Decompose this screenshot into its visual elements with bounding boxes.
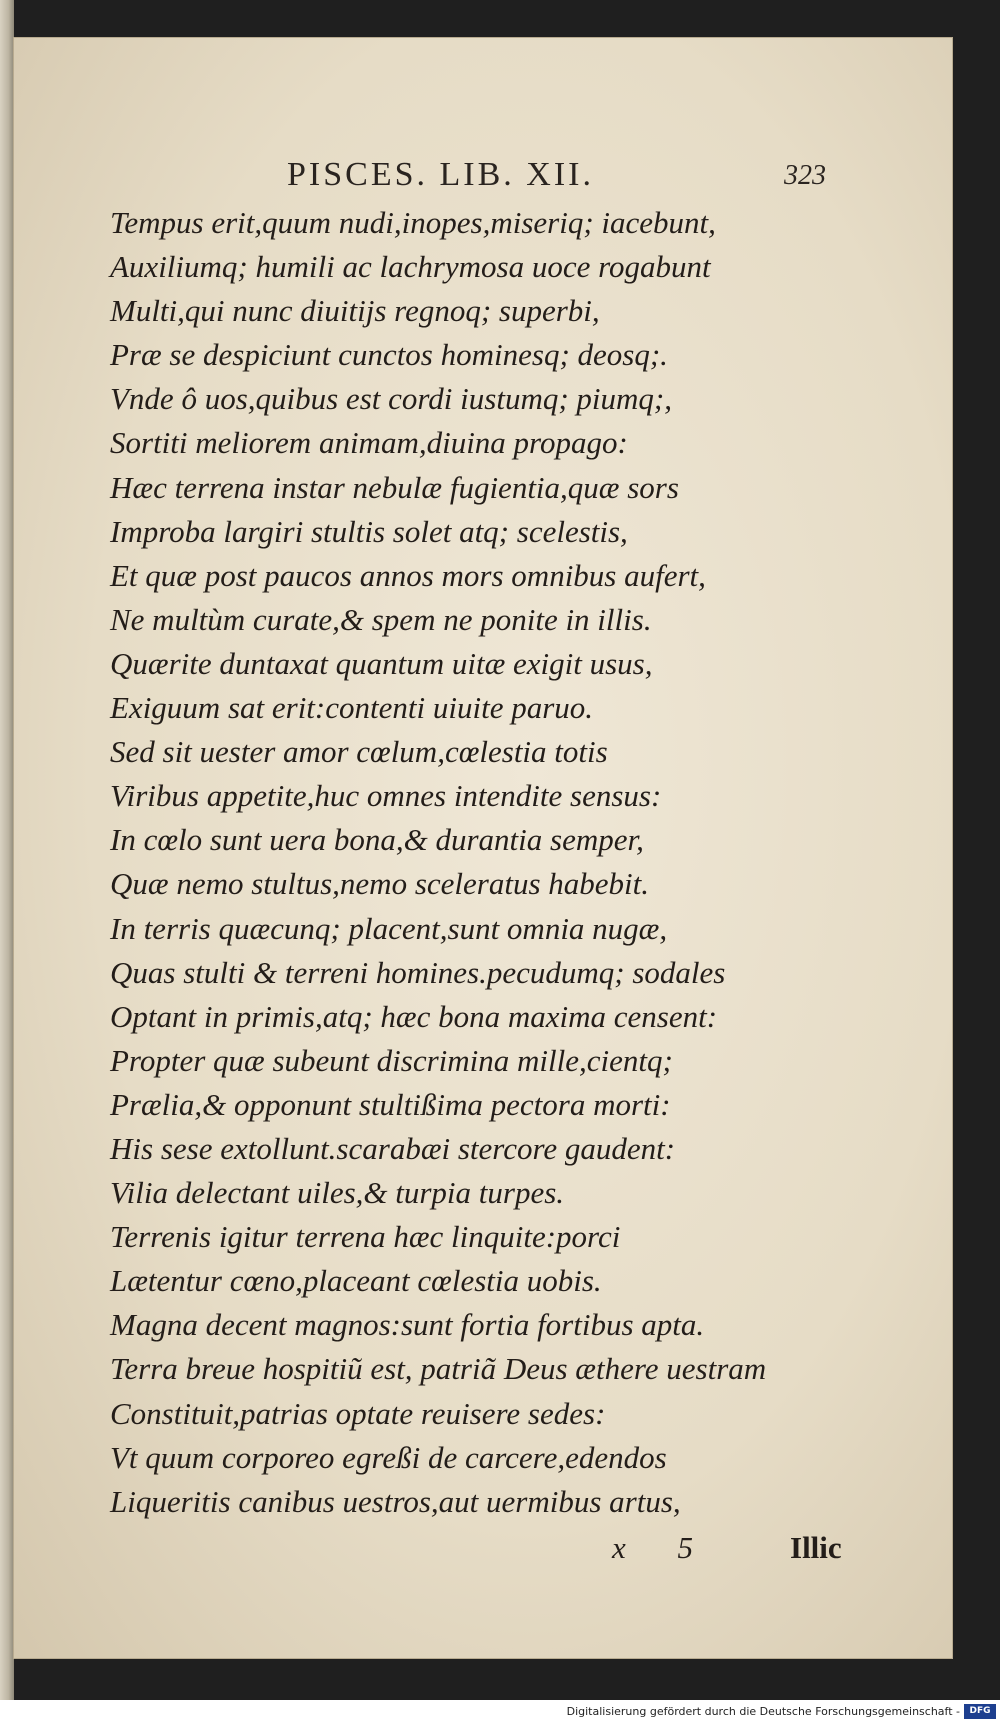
- verse-line: In terris quæcunq; placent,sunt omnia nugæ,: [110, 910, 668, 946]
- verse-line: Multi,qui nunc diuitijs regnoq; superbi,: [110, 293, 600, 329]
- verse-line: Improba largiri stultis solet atq; scelestis,: [110, 513, 628, 549]
- verse-line: Hæc terrena instar nebulæ fugientia,quæ sors: [110, 469, 679, 505]
- verse-line: Exiguum sat erit:contenti uiuite paruo.: [110, 690, 594, 726]
- funding-credit: Digitalisierung gefördert durch die Deutsche Forschungsgemeinschaft -: [566, 1705, 960, 1718]
- verse-line: Terrenis igitur terrena hæc linquite:porci: [110, 1219, 621, 1255]
- verse-line: His sese extollunt.scarabæi stercore gaudent:: [110, 1130, 676, 1166]
- verse-line: Terra breue hospitiũ est, patriã Deus æthere uestram: [110, 1351, 767, 1387]
- verse-line: Constituit,patrias optate reuisere sedes:: [110, 1395, 606, 1431]
- verse-block: [110, 201, 870, 1524]
- verse-line: Viribus appetite,huc omnes intendite sensus:: [110, 778, 662, 814]
- signature-mark: x 5: [612, 1530, 716, 1565]
- verse-line: Quas stulti & terreni homines.pecudumq; sodales: [110, 954, 726, 990]
- verse-line: Præ se despiciunt cunctos hominesq; deosq;.: [110, 337, 668, 373]
- page-header: [14, 156, 952, 196]
- verse-line: Liqueritis canibus uestros,aut uermibus artus,: [110, 1483, 681, 1519]
- verse-line: Quærite duntaxat quantum uitæ exigit usus,: [110, 645, 653, 681]
- running-title: PISCES. LIB. XII.: [287, 156, 594, 193]
- verse-line: Sed sit uester amor cœlum,cœlestia totis: [110, 734, 608, 770]
- digitization-footer: [0, 1700, 1000, 1724]
- verse-line: Vilia delectant uiles,& turpia turpes.: [110, 1175, 565, 1211]
- verse-line: Prælia,& opponunt stultißima pectora morti:: [110, 1086, 671, 1122]
- verse-line: Tempus erit,quum nudi,inopes,miseriq; iacebunt,: [110, 205, 716, 240]
- catchword: Illic: [790, 1530, 842, 1565]
- verse-line: Optant in primis,atq; hæc bona maxima censent:: [110, 998, 718, 1034]
- verse-line: Ne multùm curate,& spem ne ponite in illis.: [110, 601, 652, 637]
- verse-line: Lætentur cœno,placeant cœlestia uobis.: [110, 1263, 602, 1299]
- verse-line: Vt quum corporeo egreßi de carcere,edendos: [110, 1439, 667, 1475]
- verse-line: Propter quæ subeunt discrimina mille,cientq;: [110, 1042, 673, 1078]
- verse-line: Quæ nemo stultus,nemo sceleratus habebit.: [110, 866, 650, 902]
- page-number: 323: [784, 160, 826, 191]
- book-page: [14, 38, 952, 1658]
- verse-line: Vnde ô uos,quibus est cordi iustumq; piumq;,: [110, 381, 672, 417]
- verse-line: Auxiliumq; humili ac lachrymosa uoce rogabunt: [110, 249, 711, 285]
- binding-edge: [0, 0, 14, 1700]
- verse-line: In cœlo sunt uera bona,& durantia semper,: [110, 822, 644, 858]
- dfg-logo-icon: DFG: [964, 1704, 996, 1719]
- signature-line: [14, 1530, 952, 1570]
- verse-line: Et quæ post paucos annos mors omnibus aufert,: [110, 557, 706, 593]
- verse-line: Sortiti meliorem animam,diuina propago:: [110, 425, 628, 461]
- verse-line: Magna decent magnos:sunt fortia fortibus apta.: [110, 1307, 705, 1343]
